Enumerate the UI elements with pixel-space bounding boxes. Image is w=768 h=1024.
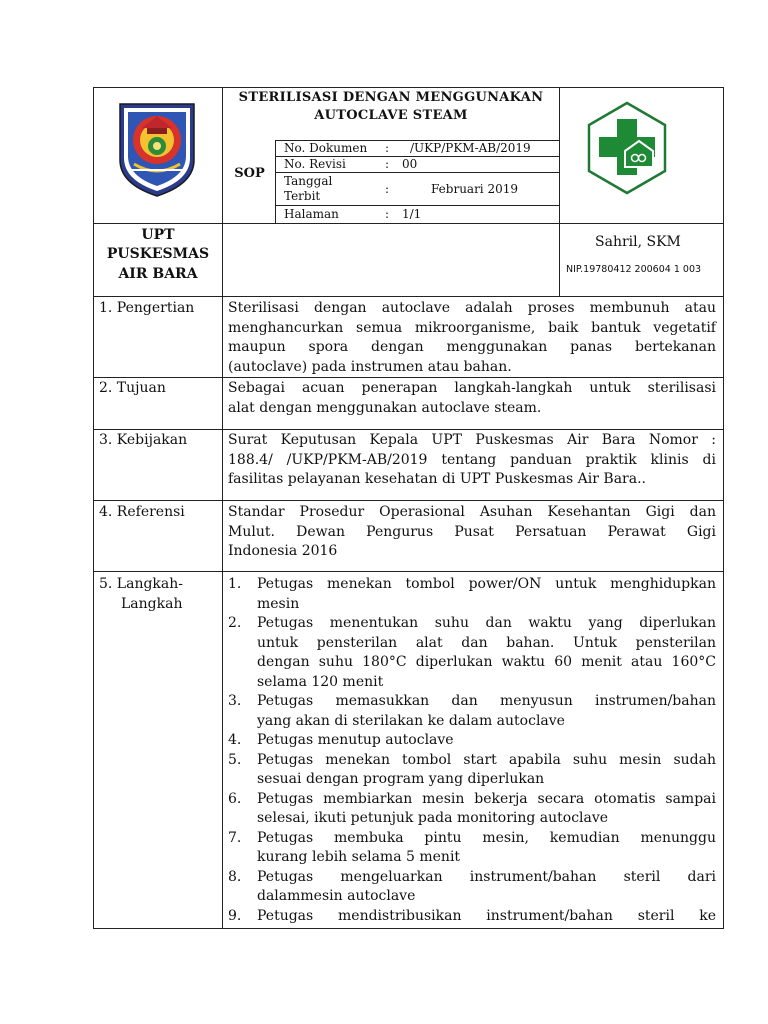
paragraph-line: Sterilisasi dengan autoclave adalah proses membunuh atau xyxy=(228,300,716,316)
step-text-line: dalammesin autoclave xyxy=(257,888,416,904)
paragraph-line: 188.4/ /UKP/PKM-AB/2019 tentang panduan praktik klinis di xyxy=(228,451,716,468)
logo-column-divider xyxy=(559,87,560,296)
org-name-line2: PUSKESMAS xyxy=(106,246,210,262)
paragraph-line: fasilitas pelayanan kesehatan di UPT Puskesmas Air Bara.. xyxy=(228,471,646,487)
table-border-bottom xyxy=(93,928,724,929)
row-divider xyxy=(93,500,724,501)
meta-value-date: Februari 2019 xyxy=(431,182,518,196)
sop-label: SOP xyxy=(234,166,265,181)
step-number: 3. xyxy=(228,693,242,709)
step-item xyxy=(228,868,716,907)
step-text-line: Petugas mendistribusikan instrument/bahan steril ke xyxy=(257,907,716,924)
step-text-line: dengan suhu 180°C diperlukan waktu 60 menit atau 160°C xyxy=(257,654,716,670)
paragraph-line: (autoclave) pada instrumen atau bahan. xyxy=(228,358,512,375)
section-label-kebijakan: 3. Kebijakan xyxy=(99,432,188,448)
section-label-pengertian: 1. Pengertian xyxy=(99,300,195,316)
meta-value-revision: 00 xyxy=(402,157,418,171)
step-text-line: selama 120 menit xyxy=(257,673,384,690)
section-content-tujuan xyxy=(228,379,716,418)
sop-divider xyxy=(275,140,276,223)
step-text-line: Petugas menutup autoclave xyxy=(257,732,454,748)
step-number: 6. xyxy=(228,790,242,807)
row-divider xyxy=(93,571,724,572)
meta-separator: : xyxy=(385,182,390,196)
org-name-line1: UPT xyxy=(141,227,175,243)
table-border-right xyxy=(723,87,724,929)
paragraph-line: Surat Keputusan Kepala UPT Puskesmas Air Bara Nomor : xyxy=(228,432,716,448)
meta-separator: : xyxy=(385,207,390,221)
meta-value-document-number: /UKP/PKM-AB/2019 xyxy=(410,141,531,155)
table-border-left xyxy=(93,87,94,929)
step-item xyxy=(228,614,716,692)
step-text-line: selesai, ikuti petunjuk pada monitoring autoclave xyxy=(257,810,609,826)
row-divider xyxy=(93,429,724,430)
step-item xyxy=(228,731,716,751)
section-content-referensi xyxy=(228,503,716,562)
section-content-kebijakan xyxy=(228,431,716,490)
step-item xyxy=(228,829,716,868)
step-number: 2. xyxy=(228,615,242,631)
paragraph-line: maupun spora dengan menggunakan panas bertekanan xyxy=(228,339,716,355)
step-item xyxy=(228,751,716,790)
step-item xyxy=(228,790,716,829)
signer-name: Sahril, SKM xyxy=(595,234,681,250)
section-label-langkah-line2: Langkah xyxy=(121,596,183,612)
step-number: 8. xyxy=(228,868,242,885)
paragraph-line: alat dengan menggunakan autoclave steam. xyxy=(228,399,542,416)
paragraph-line: menghancurkan semua mikroorganisme, baik bantuk vegetatif xyxy=(228,319,716,336)
step-number: 4. xyxy=(228,732,242,748)
steps-list xyxy=(228,575,716,926)
step-text-line: Petugas mengeluarkan instrument/bahan steril dari xyxy=(257,868,716,885)
meta-label-document-number: No. Dokumen xyxy=(284,141,368,155)
step-item xyxy=(228,575,716,614)
step-text-line: Petugas memasukkan dan menyusun instrumen/bahan xyxy=(257,693,716,709)
paragraph-line: Standar Prosedur Operasional Asuhan Kesehantan Gigi dan xyxy=(228,504,716,520)
row-divider xyxy=(93,377,724,378)
step-text-line: mesin xyxy=(257,595,300,612)
puskesmas-cross-logo xyxy=(585,101,669,195)
table-border-top xyxy=(93,87,724,88)
meta-label-date-line2: Terbit xyxy=(284,189,321,203)
document-title-line1: STERILISASI DENGAN MENGGUNAKAN xyxy=(238,90,544,105)
meta-separator: : xyxy=(385,141,390,155)
header-divider xyxy=(93,223,724,224)
step-text-line: sesuai dengan program yang diperlukan xyxy=(257,771,545,787)
meta-label-page: Halaman xyxy=(284,207,339,221)
step-number: 7. xyxy=(228,829,242,846)
step-number: 5. xyxy=(228,751,242,768)
meta-value-page: 1/1 xyxy=(402,207,422,221)
meta-separator: : xyxy=(385,157,390,171)
meta-divider xyxy=(275,172,559,173)
org-name-line3: AIR BARA xyxy=(118,266,198,282)
section-label-referensi: 4. Referensi xyxy=(99,504,185,520)
step-number: 9. xyxy=(228,907,242,924)
paragraph-line: Mulut. Dewan Pengurus Pusat Persatuan Perawat Gigi xyxy=(228,523,716,540)
step-number: 1. xyxy=(228,576,242,592)
meta-label-date: Tanggal xyxy=(284,174,333,188)
paragraph-line: Indonesia 2016 xyxy=(228,543,338,559)
step-text-line: yang akan di sterilakan ke dalam autoclave xyxy=(257,712,565,729)
step-text-line: Petugas menekan tombol power/ON untuk menghidupkan xyxy=(257,576,716,592)
step-text-line: Petugas menekan tombol start apabila suhu mesin sudah xyxy=(257,751,716,768)
step-text-line: Petugas menentukan suhu dan waktu yang diperlukan xyxy=(257,615,716,631)
step-text-line: Petugas membiarkan mesin bekerja secara otomatis sampai xyxy=(257,790,716,807)
row-divider xyxy=(93,296,724,297)
step-text-line: untuk pensterilan alat dan bahan. Untuk pensterilan xyxy=(257,634,716,651)
section-content-pengertian xyxy=(228,299,716,377)
section-label-tujuan: 2. Tujuan xyxy=(99,380,166,396)
step-text-line: Petugas membuka pintu mesin, kemudian menunggu xyxy=(257,829,716,846)
meta-label-revision: No. Revisi xyxy=(284,157,346,171)
step-item xyxy=(228,692,716,731)
regency-emblem-logo xyxy=(112,98,202,200)
paragraph-line: Sebagai acuan penerapan langkah-langkah untuk sterilisasi xyxy=(228,380,716,396)
meta-divider xyxy=(275,205,559,206)
column-divider xyxy=(222,87,223,929)
signer-nip: NIP.19780412 200604 1 003 xyxy=(566,264,702,275)
step-item xyxy=(228,907,716,927)
document-title-line2: AUTOCLAVE STEAM xyxy=(314,108,468,123)
step-text-line: kurang lebih selama 5 menit xyxy=(257,849,461,865)
section-label-langkah-line1: 5. Langkah- xyxy=(99,576,184,592)
